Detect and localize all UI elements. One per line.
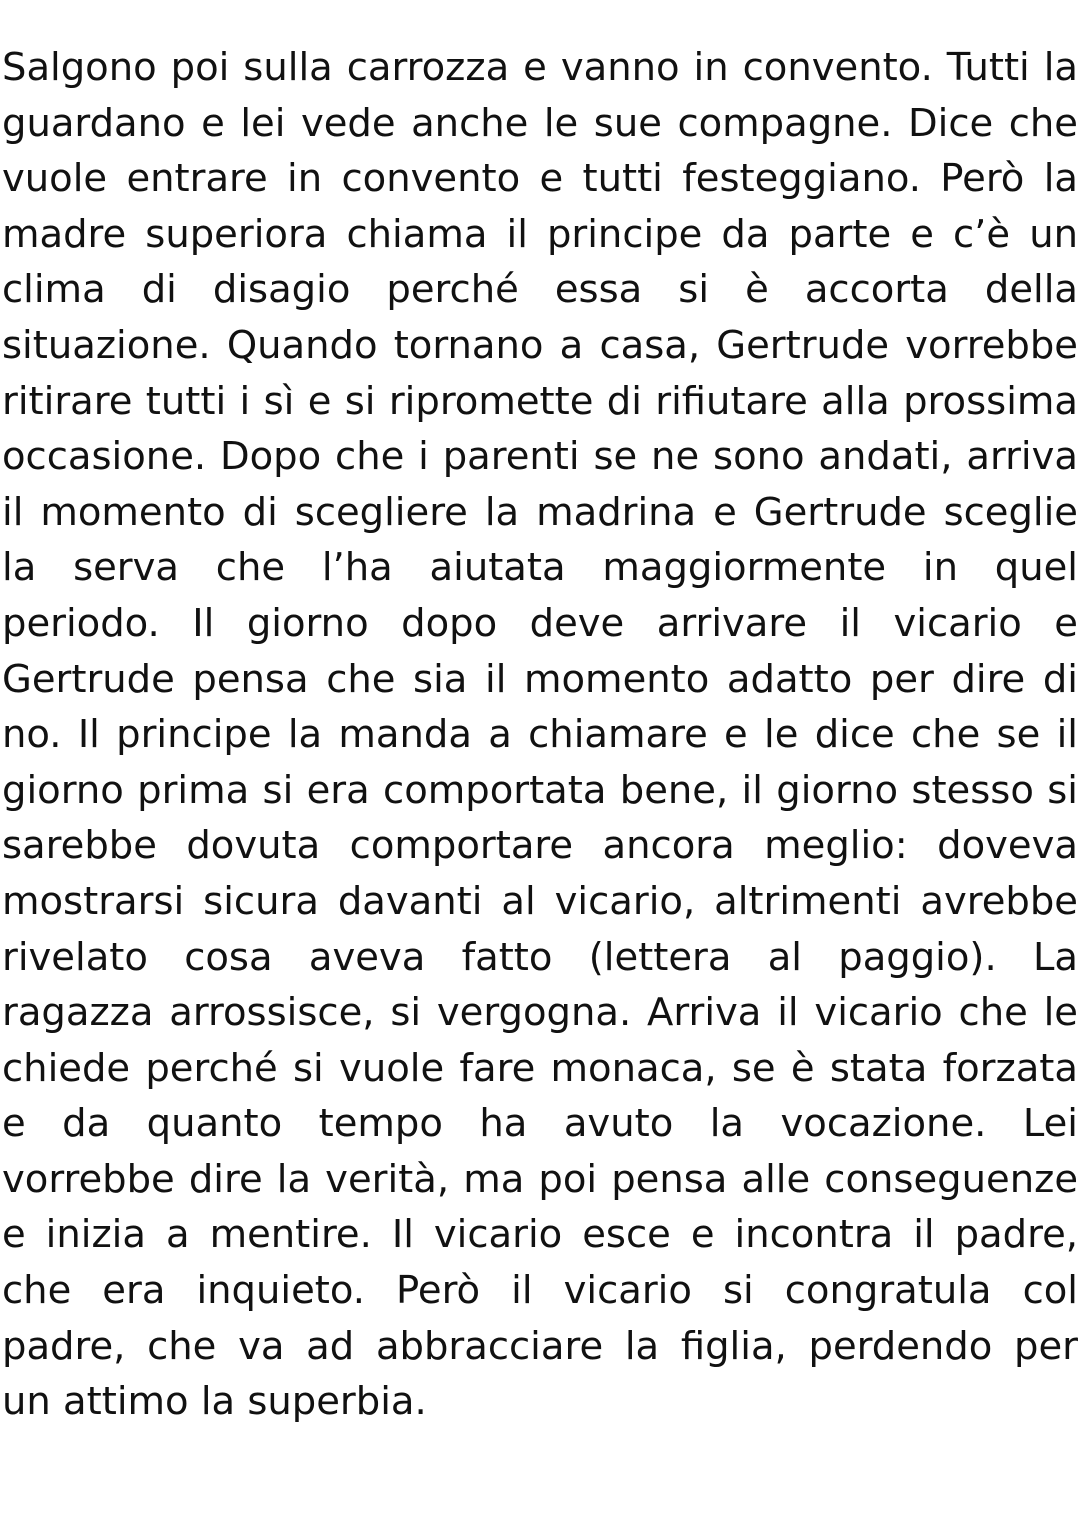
paragraph-line: Gertrude pensa che sia il momento adatto per dire di — [2, 656, 1078, 702]
paragraph-line: no. Il principe la manda a chiamare e le dice che se il — [2, 712, 1078, 758]
paragraph-line: madre superiora chiama il principe da parte e c’è un — [2, 211, 1078, 257]
paragraph-line: periodo. Il giorno dopo deve arrivare il vicario e — [2, 600, 1078, 646]
paragraph-line: che era inquieto. Però il vicario si congratula col — [2, 1268, 1078, 1314]
paragraph-line: e da quanto tempo ha avuto la vocazione. Lei — [2, 1101, 1078, 1147]
paragraph-line: la serva che l’ha aiutata maggiormente in quel — [2, 545, 1078, 591]
paragraph-line: sarebbe dovuta comportare ancora meglio: doveva — [2, 823, 1078, 869]
paragraph-line-last: un attimo la superbia. — [2, 1379, 427, 1425]
paragraph-line: ragazza arrossisce, si vergogna. Arriva il vicario che le — [2, 990, 1078, 1036]
paragraph-line: guardano e lei vede anche le sue compagne. Dice che — [2, 100, 1078, 146]
paragraph-line: chiede perché si vuole fare monaca, se è stata forzata — [2, 1045, 1078, 1091]
paragraph-line: vorrebbe dire la verità, ma poi pensa alle conseguenze — [2, 1156, 1078, 1202]
paragraph-line: mostrarsi sicura davanti al vicario, altrimenti avrebbe — [2, 878, 1078, 924]
paragraph-line: giorno prima si era comportata bene, il giorno stesso si — [2, 767, 1078, 813]
paragraph-line: clima di disagio perché essa si è accorta della — [2, 267, 1078, 313]
paragraph-line: Salgono poi sulla carrozza e vanno in convento. Tutti la — [2, 45, 1078, 90]
paragraph-line: rivelato cosa aveva fatto (lettera al paggio). La — [2, 934, 1078, 980]
paragraph-line: padre, che va ad abbracciare la figlia, perdendo per — [2, 1323, 1078, 1369]
paragraph-line: situazione. Quando tornano a casa, Gertrude vorrebbe — [2, 322, 1078, 368]
paragraph-line: il momento di scegliere la madrina e Gertrude sceglie — [2, 489, 1078, 535]
paragraph-line: e inizia a mentire. Il vicario esce e incontra il padre, — [2, 1212, 1078, 1258]
paragraph-line: ritirare tutti i sì e si ripromette di rifiutare alla prossima — [2, 378, 1078, 424]
document-page — [0, 40, 1080, 1430]
paragraph-line: vuole entrare in convento e tutti festeggiano. Però la — [2, 156, 1078, 202]
paragraph-line: occasione. Dopo che i parenti se ne sono andati, arriva — [2, 434, 1078, 480]
